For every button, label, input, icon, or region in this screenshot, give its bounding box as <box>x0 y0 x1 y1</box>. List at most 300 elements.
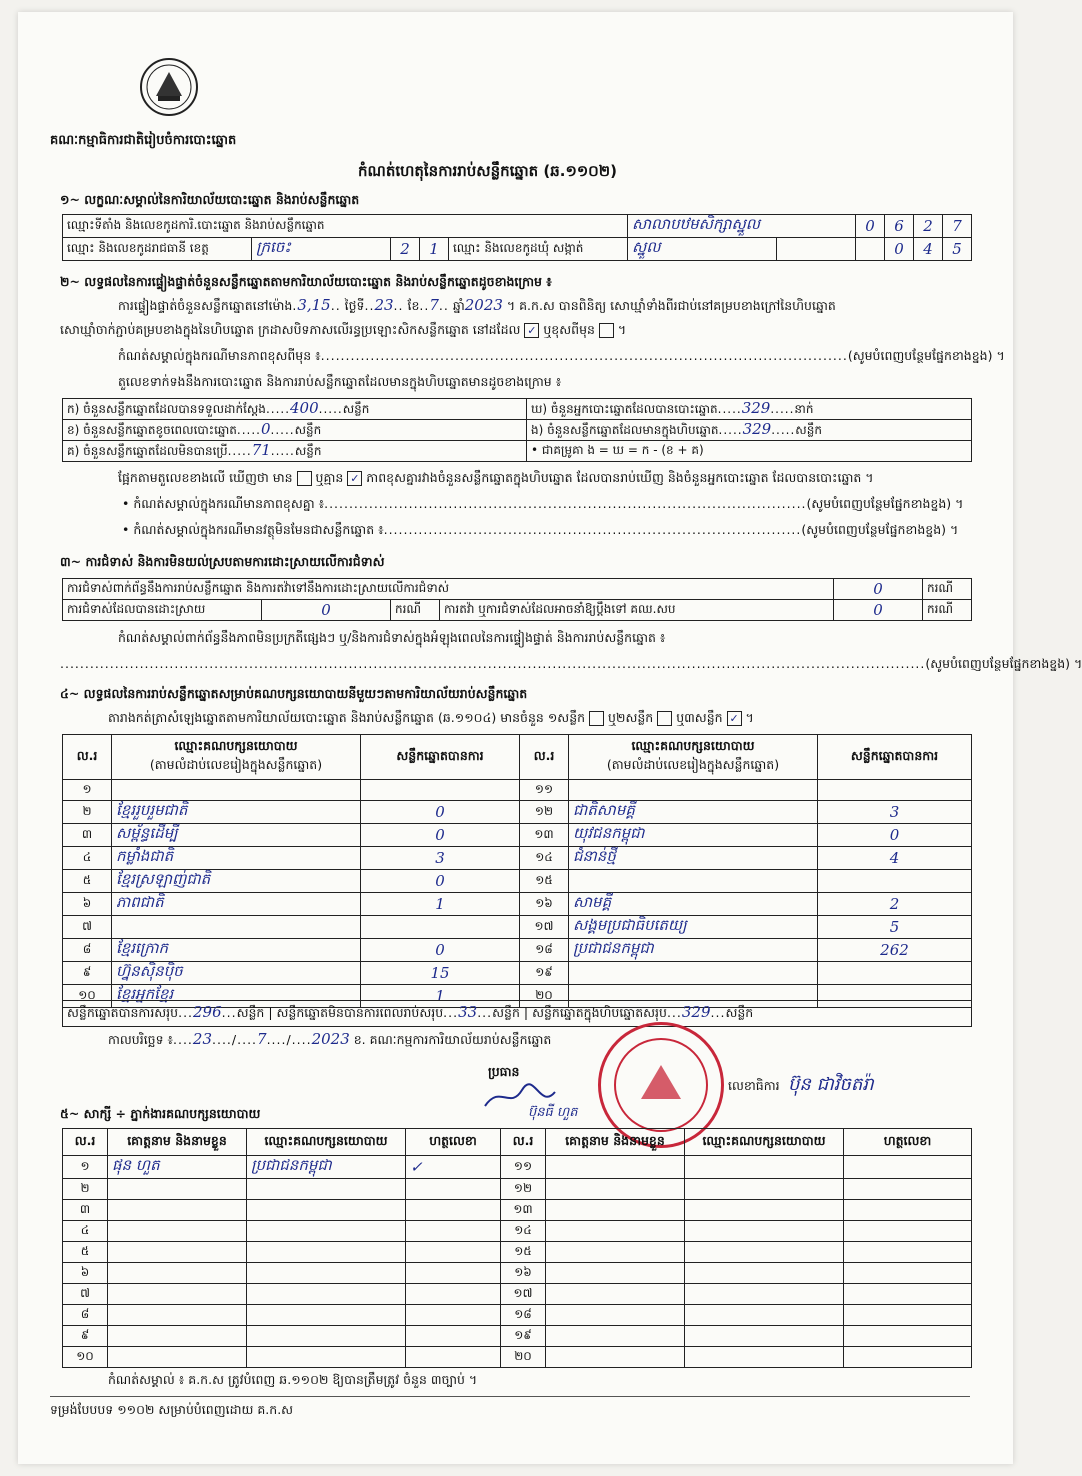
row-number: ៩ <box>63 962 112 985</box>
unit-label: នាក់ <box>794 402 814 416</box>
witness-party <box>247 1305 406 1326</box>
spoiled-ballots-value: 0 <box>261 420 271 438</box>
party-votes: 2 <box>818 893 972 916</box>
valid-total-label: សន្លឹកឆ្នោតបានការសរុប <box>67 1005 179 1020</box>
party-name: សម្ព័ន្ធដើម្បី <box>112 824 361 847</box>
document-title: កំណត់ហេតុនៃការរាប់សន្លឹកឆ្នោត (ឆ.១១០២) <box>358 162 618 180</box>
invalid-total-value: 33 <box>458 1003 478 1021</box>
section1-title: ១~ លក្ខណៈសម្គាល់នៃការិយាល័យបោះឆ្នោត និងរាប់សន្លឹកឆ្នោត <box>60 192 360 207</box>
witness-name <box>108 1179 247 1200</box>
party-votes: 0 <box>818 824 972 847</box>
party-votes: 4 <box>818 847 972 870</box>
col-party <box>112 735 361 780</box>
unit-label: សន្លឹក <box>236 1005 265 1020</box>
verify-year-label: ឆ្នាំ <box>452 298 465 313</box>
row-number: ៣ <box>63 824 112 847</box>
table-row <box>63 824 972 847</box>
witness-signature <box>406 1263 501 1284</box>
blank-cell <box>777 238 856 261</box>
witness-name <box>108 1305 247 1326</box>
row-number: ២០ <box>520 985 569 1008</box>
witness-row <box>63 1156 972 1179</box>
voters-label: ឃ) ចំនួនអ្នកបោះឆ្នោតដែលបានបោះឆ្នោត <box>531 402 718 416</box>
verification-line: ការផ្ទៀងផ្ទាត់ចំនួនសន្លឹកឆ្នោតនៅម៉ោង.3,15.. ថ្ងៃទី..23.. ខែ..7.. ឆ្នាំ2023 ។ គ.ក.ស បានពិនិត្យ សោឃ្មាំទាំងពីរជាប់នៅគម្របខាងក្រៅនៃហិបឆ្នោត <box>118 296 836 314</box>
valid-total-value: 296 <box>193 1003 222 1021</box>
results-table <box>62 734 972 1008</box>
row-number: ៥ <box>63 1242 108 1263</box>
row-number: ១១ <box>520 780 569 801</box>
witness-row <box>63 1347 972 1368</box>
section3-title: ៣~ ការជំទាស់ និងការមិនយល់ស្របតាមការដោះស្រាយលើការជំទាស់ <box>60 554 385 569</box>
party-votes <box>361 916 520 939</box>
col-votes-right: សន្លឹកឆ្នោតបានការ <box>818 735 972 780</box>
table-row <box>63 870 972 893</box>
w-col-name-right: គោត្តនាម និងនាមខ្លួន <box>546 1129 685 1156</box>
witness-signature <box>406 1305 501 1326</box>
province-value: ក្រចេះ <box>252 238 391 261</box>
objections-value: 0 <box>834 579 923 600</box>
table-row <box>63 893 972 916</box>
witness-party <box>247 1263 406 1284</box>
witness-party <box>685 1221 844 1242</box>
col-party-sub: (តាមលំដាប់លេខរៀងក្នុងសន្លឹកឆ្នោត) <box>606 757 780 772</box>
party-name <box>112 916 361 939</box>
table-row <box>63 847 972 870</box>
difference-line <box>118 470 874 489</box>
witness-name: ផុន ហួត <box>108 1156 247 1179</box>
spoiled-ballots-label: ខ) ចំនួនសន្លឹកឆ្នោតខូចពេលបោះឆ្នោត <box>67 423 237 437</box>
verify-time: 3,15 <box>297 296 331 314</box>
difference-none-checkbox[interactable]: ✓ <box>347 471 362 486</box>
witness-signature: ✓ <box>406 1156 501 1179</box>
one-sheet-checkbox[interactable] <box>589 711 604 726</box>
party-name <box>569 962 818 985</box>
row-number: ១ <box>63 1156 108 1179</box>
unit-label: សន្លឹក <box>294 423 322 437</box>
commune-code-3: 5 <box>943 238 972 261</box>
invalid-total-label: សន្លឹកឆ្នោតមិនបានការពេលរាប់សរុប <box>276 1005 444 1020</box>
row-number: ១៥ <box>501 1242 546 1263</box>
witness-party <box>247 1221 406 1242</box>
commune-code-1: 0 <box>885 238 914 261</box>
secretary-name: ប៊ុន ជាវិចតរ៉ា <box>788 1074 874 1095</box>
witness-row <box>63 1242 972 1263</box>
chair-name: ប៊ុនធី ហួត <box>528 1105 578 1120</box>
unit-label: សន្លឹក <box>342 402 370 416</box>
col-party-sub: (តាមលំដាប់លេខរៀងក្នុងសន្លឹកឆ្នោត) <box>149 757 323 772</box>
witness-name <box>108 1284 247 1305</box>
party-votes: 15 <box>361 962 520 985</box>
section2-title: ២~ លទ្ធផលនៃការផ្ទៀងផ្ទាត់ចំនួនសន្លឹកឆ្នោតតាមការិយាល័យបោះឆ្នោត និងរាប់សន្លឹកឆ្នោតដូចខាងក្រោម ៖ <box>60 274 552 289</box>
changed-label: ឬខុសពីមុន <box>543 322 595 337</box>
row-number: ៨ <box>63 1305 108 1326</box>
col-party-title: ឈ្មោះគណបក្សនយោបាយ <box>631 738 755 753</box>
party-name: សង្គមប្រជាធិបតេយ្យ <box>569 916 818 939</box>
witness-row <box>63 1200 972 1221</box>
unused-ballots-label: គ) ចំនួនសន្លឹកឆ្នោតដែលមិនបានប្រើ <box>67 444 228 458</box>
party-votes <box>818 870 972 893</box>
secretary-label: លេខាធិការ <box>728 1078 780 1093</box>
difference-note-label: កំណត់សម្គាល់ក្នុងករណីមានភាពខុសពីមុន ៖ <box>118 348 321 363</box>
party-name <box>569 780 818 801</box>
verify-day-label: ថ្ងៃទី <box>344 298 365 313</box>
row-number: ១៥ <box>520 870 569 893</box>
tally-sheet-line: តារាងកត់ត្រាសំឡេងឆ្នោតតាមការិយាល័យបោះឆ្នោត និងរាប់សន្លឹកឆ្នោត (ឆ.១១០៤) មានចំនួន ១សន្លឹក ឬ២សន្លឹក ឬ៣សន្លឹក ✓ ។ <box>108 710 754 725</box>
three-sheet-label: ឬ៣សន្លឹក <box>676 710 723 725</box>
row-number: ២០ <box>501 1347 546 1368</box>
witness-signature <box>844 1242 972 1263</box>
table-row <box>63 780 972 801</box>
bullet-foreign-label: • កំណត់សម្គាល់ក្នុងករណីមានវត្ថុមិនមែនជាសន្លឹកឆ្នោត ៖ <box>122 522 384 537</box>
two-sheet-checkbox[interactable] <box>657 711 672 726</box>
difference-has-label: ផ្អែកតាមតួលេខខាងលើ ឃើញថា មាន <box>118 470 293 485</box>
row-number: ១៧ <box>520 916 569 939</box>
row-number: ១៨ <box>520 939 569 962</box>
tally-sheet-intro: តារាងកត់ត្រាសំឡេងឆ្នោតតាមការិយាល័យបោះឆ្នោត និងរាប់សន្លឹកឆ្នោត (ឆ.១១០៤) មានចំនួន ១សន្លឹក <box>108 710 586 725</box>
fill-note: (សូមបំពេញបន្ថែមផ្នែកខាងខ្នង) ។ <box>925 656 1082 671</box>
unused-ballots-cell: គ) ចំនួនសន្លឹកឆ្នោតដែលមិនបានប្រើ.....71.....សន្លឹក <box>63 441 527 462</box>
received-ballots-label: ក) ចំនួនសន្លឹកឆ្នោតដែលបានទទួលដាក់ស្តែង <box>67 402 266 416</box>
witness-party <box>685 1326 844 1347</box>
party-votes <box>818 780 972 801</box>
witness-party <box>685 1263 844 1284</box>
unchanged-checkbox[interactable]: ✓ <box>524 323 539 338</box>
row-number: ៥ <box>63 870 112 893</box>
witness-party <box>247 1347 406 1368</box>
witness-row <box>63 1326 972 1347</box>
witness-party <box>247 1284 406 1305</box>
row-number: ៦ <box>63 893 112 916</box>
row-number: ៧ <box>63 1284 108 1305</box>
row-number: ១០ <box>63 985 112 1008</box>
org-name: គណៈកម្មាធិការជាតិរៀបចំការបោះឆ្នោត <box>50 133 237 148</box>
party-name: យុវជនកម្ពុជា <box>569 824 818 847</box>
witness-name <box>108 1347 247 1368</box>
witness-name <box>108 1200 247 1221</box>
party-votes: 1 <box>361 985 520 1008</box>
party-votes: 5 <box>818 916 972 939</box>
witness-note: កំណត់សម្គាល់ ៖ គ.ក.ស ត្រូវបំពេញ ឆ.១១០២ ឱ្យបានត្រឹមត្រូវ ចំនួន ៣ច្បាប់ ។ <box>108 1372 478 1387</box>
party-name: ជាតិសាមគ្គី <box>569 801 818 824</box>
table-row <box>63 801 972 824</box>
witness-signature <box>844 1326 972 1347</box>
row-number: ៤ <box>63 1221 108 1242</box>
witness-party <box>685 1305 844 1326</box>
difference-yes-checkbox[interactable] <box>297 471 312 486</box>
bullet-difference-label: • កំណត់សម្គាល់ក្នុងករណីមានភាពខុសគ្នា ៖ <box>122 496 325 511</box>
objections-table <box>62 578 972 621</box>
witness-signature <box>844 1200 972 1221</box>
witness-row <box>63 1263 972 1284</box>
unit-label: សន្លឹក <box>492 1005 520 1020</box>
witness-signature <box>844 1221 972 1242</box>
w-col-name: គោត្តនាម និងនាមខ្លួន <box>108 1129 247 1156</box>
row-number: ១៤ <box>501 1221 546 1242</box>
location-value: សាលាបឋមសិក្សាស្នួល <box>628 215 856 238</box>
box-total-value: 329 <box>681 1003 711 1021</box>
verify-year: 2023 <box>464 296 503 314</box>
party-votes: 1 <box>361 893 520 916</box>
party-name: សាមគ្គី <box>569 893 818 916</box>
difference-none-label: ឬគ្មាន <box>315 470 344 485</box>
blank-cell <box>856 238 885 261</box>
fill-note: (សូមបំពេញបន្ថែមផ្នែកខាងខ្នង) ។ <box>806 496 964 511</box>
col-no-right: ល.រ <box>520 735 569 780</box>
changed-checkbox[interactable] <box>599 323 614 338</box>
party-name: ខ្មែរអ្នកខ្មែរ <box>112 985 361 1008</box>
verification-line2: សោឃ្មាំចាក់ភ្ជាប់គម្របខាងក្នុងនៃហិបឆ្នោត ក្រដាសបិទភាសលើរន្ធប្រឡោះសិកសន្លឹកឆ្នោត នៅដដែល ✓ ឬខុសពីមុន ។ <box>60 322 627 337</box>
appeal-unit: ករណី <box>923 600 972 621</box>
location-code-4: 7 <box>943 215 972 238</box>
commune-code-2: 4 <box>914 238 943 261</box>
row-number: ១៨ <box>501 1305 546 1326</box>
box-ballots-value: 329 <box>742 420 772 438</box>
witness-signature <box>406 1200 501 1221</box>
witness-signature <box>406 1179 501 1200</box>
col-party-right <box>569 735 818 780</box>
province-code-1: 2 <box>391 238 420 261</box>
resolved-value: 0 <box>262 600 391 621</box>
witness-name <box>546 1156 685 1179</box>
committee-label: ខ. គណៈកម្មការការិយាល័យរាប់សន្លឹកឆ្នោត <box>353 1032 552 1047</box>
formula-cell: • ជាគម្រូគា ង = ឃ = ក - (ខ + គ) <box>527 441 972 462</box>
witness-row <box>63 1221 972 1242</box>
objections-unit: ករណី <box>923 579 972 600</box>
witness-name <box>108 1263 247 1284</box>
date-day: 23 <box>192 1030 213 1048</box>
emblem-icon <box>138 56 200 118</box>
witness-name <box>546 1326 685 1347</box>
difference-note: កំណត់សម្គាល់ក្នុងករណីមានភាពខុសពីមុន ៖..........................................................................................................(សូមបំពេញបន្ថែមផ្នែកខាងខ្នង) ។ <box>118 348 1005 363</box>
party-name: ជំនាន់ថ្មី <box>569 847 818 870</box>
unused-ballots-value: 71 <box>251 441 271 459</box>
party-name <box>569 870 818 893</box>
three-sheet-checkbox[interactable]: ✓ <box>727 711 742 726</box>
w-col-no-right: ល.រ <box>501 1129 546 1156</box>
date-year: 2023 <box>311 1030 350 1048</box>
party-votes: 0 <box>361 939 520 962</box>
witness-signature <box>406 1347 501 1368</box>
witness-name <box>108 1242 247 1263</box>
fill-note: (សូមបំពេញបន្ថែមផ្នែកខាងខ្នង) ។ <box>801 522 959 537</box>
party-name: ខ្មែរក្រោក <box>112 939 361 962</box>
verify-line1-end: ។ គ.ក.ស បានពិនិត្យ សោឃ្មាំទាំងពីរជាប់នៅគម្របខាងក្រៅនៃហិបឆ្នោត <box>506 298 836 313</box>
col-no: ល.រ <box>63 735 112 780</box>
location-code-2: 6 <box>885 215 914 238</box>
difference-sentence: ភាពខុសគ្នារវាងចំនួនសន្លឹកឆ្នោតក្នុងហិបឆ្នោត ដែលបានរាប់ឃើញ និងចំនួនអ្នកបោះឆ្នោត ដែលបានបោះឆ្នោត ។ <box>366 470 874 485</box>
box-ballots-label: ង) ចំនួនសន្លឹកឆ្នោតដែលមានក្នុងហិបឆ្នោត <box>531 423 719 437</box>
party-name: ហ្វ៊ុនស៊ិនប៉ិច <box>112 962 361 985</box>
received-ballots-cell: ក) ចំនួនសន្លឹកឆ្នោតដែលបានទទួលដាក់ស្តែង.....400.....សន្លឹក <box>63 399 527 420</box>
witness-party <box>247 1179 406 1200</box>
w-col-sign-right: ហត្ថលេខា <box>844 1129 972 1156</box>
row-number: ៦ <box>63 1263 108 1284</box>
row-number: ៧ <box>63 916 112 939</box>
section1-table <box>62 214 972 261</box>
w-col-party: ឈ្មោះគណបក្សនយោបាយ <box>247 1129 406 1156</box>
witness-name <box>546 1284 685 1305</box>
bullet-difference: • កំណត់សម្គាល់ក្នុងករណីមានភាពខុសគ្នា ៖.................................................................................................(សូមបំពេញបន្ថែមផ្នែកខាងខ្នង) ។ <box>122 496 964 511</box>
two-sheet-label: ឬ២សន្លឹក <box>608 710 654 725</box>
witness-name <box>546 1305 685 1326</box>
table-row <box>63 962 972 985</box>
witness-row <box>63 1305 972 1326</box>
province-code-2: 1 <box>420 238 449 261</box>
witness-signature <box>406 1284 501 1305</box>
unit-label: សន្លឹក <box>294 444 322 458</box>
resolved-unit: ករណី <box>391 600 440 621</box>
row-number: ៣ <box>63 1200 108 1221</box>
verify-day: 23 <box>374 296 394 314</box>
witness-signature <box>844 1284 972 1305</box>
witness-row <box>63 1179 972 1200</box>
party-votes: 262 <box>818 939 972 962</box>
verify-month-label: ខែ <box>407 298 420 313</box>
ballot-figures-table <box>62 398 972 462</box>
form-footer: ទម្រង់បែបបទ ១១០២ សម្រាប់បំពេញដោយ គ.ក.ស <box>50 1402 294 1417</box>
party-votes: 3 <box>361 847 520 870</box>
row-number: ១៣ <box>520 824 569 847</box>
irregularity-note: កំណត់សម្គាល់ពាក់ព័ន្ធនឹងភាពមិនប្រក្រតីផ្សេងៗ ឬ/និងការជំទាស់ក្នុងអំឡុងពេលនៃការផ្ទៀងផ្ទាត់ និងការរាប់សន្លឹកឆ្នោត ៖ <box>118 630 666 645</box>
witness-party <box>685 1347 844 1368</box>
bullet-foreign-object: • កំណត់សម្គាល់ក្នុងករណីមានវត្ថុមិនមែនជាសន្លឹកឆ្នោត ៖....................................................................................(សូមបំពេញបន្ថែមផ្នែកខាងខ្នង) ។ <box>122 522 959 537</box>
w-col-party-right: ឈ្មោះគណបក្សនយោបាយ <box>685 1129 844 1156</box>
witness-signature <box>844 1263 972 1284</box>
commune-value: ស្នួល <box>628 238 777 261</box>
witness-signature <box>406 1221 501 1242</box>
witness-party <box>685 1242 844 1263</box>
witness-name <box>546 1242 685 1263</box>
party-name: ខ្មែរស្រឡាញ់ជាតិ <box>112 870 361 893</box>
row-number: ១៩ <box>501 1326 546 1347</box>
witness-party <box>685 1284 844 1305</box>
resolved-label: ការជំទាស់ដែលបានដោះស្រាយ <box>63 600 262 621</box>
witness-name <box>546 1200 685 1221</box>
party-votes: 0 <box>361 801 520 824</box>
party-name: កម្លាំងជាតិ <box>112 847 361 870</box>
row-number: ៩ <box>63 1326 108 1347</box>
section5-title: ៥~ សាក្សី ÷ ភ្នាក់ងារគណបក្សនយោបាយ <box>60 1106 261 1121</box>
party-votes <box>361 780 520 801</box>
row-number: ១០ <box>63 1347 108 1368</box>
unit-label: សន្លឹក <box>795 423 822 437</box>
date-label: កាលបរិច្ឆេទ ៖ <box>108 1032 174 1047</box>
row-number: ១៤ <box>520 847 569 870</box>
fill-note: (សូមបំពេញបន្ថែមផ្នែកខាងខ្នង) ។ <box>847 348 1005 363</box>
chair-label: ប្រធាន <box>488 1064 520 1079</box>
row-number: ១៩ <box>520 962 569 985</box>
witness-party <box>685 1200 844 1221</box>
row-number: ១១ <box>501 1156 546 1179</box>
witness-table <box>62 1128 972 1368</box>
location-code-3: 2 <box>914 215 943 238</box>
seal-text: សោឃ្មាំចាក់ភ្ជាប់គម្របខាងក្នុងនៃហិបឆ្នោត ក្រដាសបិទភាសលើរន្ធប្រឡោះសិកសន្លឹកឆ្នោត នៅដដែល <box>60 322 521 337</box>
row-number: ១២ <box>501 1179 546 1200</box>
chair-signature <box>480 1080 560 1118</box>
witness-signature <box>844 1305 972 1326</box>
verify-time-label: ការផ្ទៀងផ្ទាត់ចំនួនសន្លឹកឆ្នោតនៅម៉ោង <box>118 298 293 313</box>
row-number: ១ <box>63 780 112 801</box>
appeal-value: 0 <box>834 600 923 621</box>
party-name: ខ្មែររួបរួមជាតិ <box>112 801 361 824</box>
totals-line: សន្លឹកឆ្នោតបានការសរុប...296...សន្លឹក | សន្លឹកឆ្នោតមិនបានការពេលរាប់សរុប...33...សន្លឹក | សន្លឹកឆ្នោតក្នុងហិបឆ្នោតសរុប...329...សន្លឹក <box>62 1000 972 1027</box>
party-votes: 0 <box>361 870 520 893</box>
row-number: ១៧ <box>501 1284 546 1305</box>
table-row <box>63 916 972 939</box>
witness-party: ប្រជាជនកម្ពុជា <box>247 1156 406 1179</box>
commune-label: ឈ្មោះ និងលេខកូដឃុំ សង្កាត់ <box>449 238 628 261</box>
location-label: ឈ្មោះទីតាំង និងលេខកូដការិ.បោះឆ្នោត និងរាប់សន្លឹកឆ្នោត <box>63 215 628 238</box>
row-number: ៤ <box>63 847 112 870</box>
witness-signature <box>406 1326 501 1347</box>
witness-party <box>685 1179 844 1200</box>
witness-name <box>108 1326 247 1347</box>
row-number: ១៣ <box>501 1200 546 1221</box>
witness-signature <box>406 1242 501 1263</box>
irregularity-dots: ..............................................................................................................................................................................(សូមបំពេញបន្ថែមផ្នែកខាងខ្នង) ។ <box>60 656 1082 671</box>
party-votes <box>818 962 972 985</box>
col-votes: សន្លឹកឆ្នោតបានការ <box>361 735 520 780</box>
witness-party <box>247 1326 406 1347</box>
party-votes: 3 <box>818 801 972 824</box>
objections-label: ការជំទាស់ពាក់ព័ន្ធនឹងការរាប់សន្លឹកឆ្នោត និងការតវ៉ាទៅនឹងការដោះស្រាយលើការជំទាស់ <box>63 579 834 600</box>
row-number: ២ <box>63 801 112 824</box>
row-number: ៨ <box>63 939 112 962</box>
witness-name <box>546 1263 685 1284</box>
row-number: ២ <box>63 1179 108 1200</box>
unit-label: សន្លឹក <box>725 1005 754 1020</box>
col-party-title: ឈ្មោះគណបក្សនយោបាយ <box>174 738 298 753</box>
witness-party <box>247 1200 406 1221</box>
location-code-1: 0 <box>856 215 885 238</box>
voters-value: 329 <box>741 399 771 417</box>
w-col-sign: ហត្ថលេខា <box>406 1129 501 1156</box>
row-number: ១៦ <box>501 1263 546 1284</box>
witness-party <box>685 1156 844 1179</box>
table-row <box>63 939 972 962</box>
appeal-label: ការតវ៉ា ឬការជំទាស់ដែលអាចនាំឱ្យប្តឹងទៅ គឈ.សប <box>440 600 834 621</box>
spoiled-ballots-cell: ខ) ចំនួនសន្លឹកឆ្នោតខូចពេលបោះឆ្នោត.....0.....សន្លឹក <box>63 420 527 441</box>
row-number: ១២ <box>520 801 569 824</box>
witness-party <box>247 1242 406 1263</box>
received-ballots-value: 400 <box>290 399 319 417</box>
voters-cell: ឃ) ចំនួនអ្នកបោះឆ្នោតដែលបានបោះឆ្នោត.....329.....នាក់ <box>527 399 972 420</box>
verify-month: 7 <box>429 296 439 314</box>
footer-divider <box>50 1396 970 1397</box>
w-col-no: ល.រ <box>63 1129 108 1156</box>
figures-intro: តួលេខទាក់ទងនឹងការបោះឆ្នោត និងការរាប់សន្លឹកឆ្នោតដែលមានក្នុងហិបឆ្នោតមានដូចខាងក្រោម ៖ <box>118 374 562 389</box>
witness-signature <box>844 1347 972 1368</box>
witness-signature <box>844 1179 972 1200</box>
party-name: ភាពជាតិ <box>112 893 361 916</box>
witness-name <box>108 1221 247 1242</box>
witness-row <box>63 1284 972 1305</box>
party-name <box>112 780 361 801</box>
date-line: កាលបរិច្ឆេទ ៖....23..../....7..../....2023 ខ. គណៈកម្មការការិយាល័យរាប់សន្លឹកឆ្នោត <box>108 1030 552 1048</box>
row-number: ១៦ <box>520 893 569 916</box>
witness-name <box>546 1221 685 1242</box>
witness-name <box>546 1179 685 1200</box>
province-label: ឈ្មោះ និងលេខកូដរាជធានី ខេត្ត <box>63 238 252 261</box>
date-month: 7 <box>257 1030 267 1048</box>
party-name: ប្រជាជនកម្ពុជា <box>569 939 818 962</box>
box-total-label: សន្លឹកឆ្នោតក្នុងហិបឆ្នោតសរុប <box>532 1005 667 1020</box>
section4-title: ៤~ លទ្ធផលនៃការរាប់សន្លឹកឆ្នោតសម្រាប់គណបក្សនយោបាយនីមួយៗតាមការិយាល័យរាប់សន្លឹកឆ្នោត <box>60 686 528 701</box>
form-page <box>18 12 1082 1464</box>
witness-name <box>546 1347 685 1368</box>
witness-signature <box>844 1156 972 1179</box>
box-ballots-cell: ង) ចំនួនសន្លឹកឆ្នោតដែលមានក្នុងហិបឆ្នោត.....329.....សន្លឹក <box>527 420 972 441</box>
